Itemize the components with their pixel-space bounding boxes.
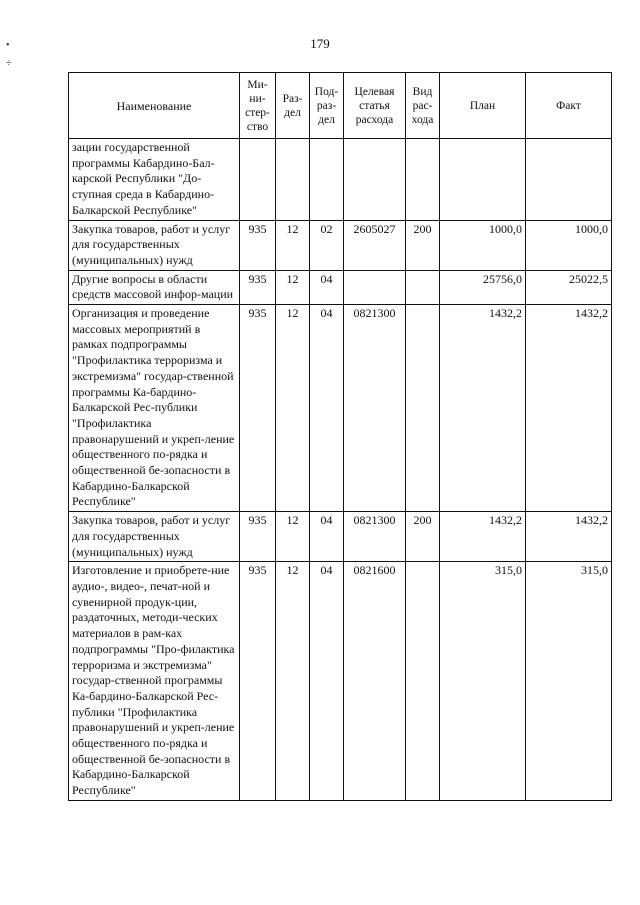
cell-fact: 315,0 (526, 562, 612, 801)
table-row (69, 139, 612, 221)
cell-subsection (310, 139, 344, 221)
table-row (69, 220, 612, 270)
cell-target (344, 139, 406, 221)
cell-ministry: 935 (240, 512, 276, 562)
cell-target: 0821300 (344, 305, 406, 512)
page-number: 179 (310, 36, 330, 51)
cell-section (276, 139, 310, 221)
cell-plan: 1432,2 (440, 512, 526, 562)
cell-type (406, 305, 440, 512)
cell-subsection: 04 (310, 512, 344, 562)
cell-subsection: 02 (310, 220, 344, 270)
cell-fact: 1000,0 (526, 220, 612, 270)
cell-type (406, 139, 440, 221)
header-section: Раз- дел (276, 73, 310, 139)
cell-ministry: 935 (240, 562, 276, 801)
header-ministry: Ми- ни- стер- ство (240, 73, 276, 139)
budget-table (68, 72, 612, 801)
cell-name: Изготовление и приобрете-ние аудио-, видео-, печат-ной и сувенирной продук-ции, раздаточных, методи-ческих материалов в рам-ках подпрограммы "Про-филактика терроризма и экстремизма" государ-ственной программы Ка-бардино-Балкарской Рес-публики "Профилактика правонарушений и укреп-ление общественного по-рядка и общественной бе-зопасности в Кабардино-Балкарской Республике" (69, 562, 240, 801)
cell-type (406, 270, 440, 304)
cell-plan: 25756,0 (440, 270, 526, 304)
cell-type: 200 (406, 220, 440, 270)
cell-subsection: 04 (310, 270, 344, 304)
cell-plan: 1432,2 (440, 305, 526, 512)
cell-name: Другие вопросы в области средств массовой инфор-мации (69, 270, 240, 304)
table-header-row (69, 73, 612, 139)
cell-name: Организация и проведение массовых мероприятий в рамках подпрограммы "Профилактика терроризма и экстремизма" государ-ственной программы Ка-бардино-Балкарской Рес-публики "Профилактика правонарушений и укреп-ление общественного по-рядка и общественной бе-зопасности в Кабардино-Балкарской Республике" (69, 305, 240, 512)
header-fact: Факт (526, 73, 612, 139)
cell-subsection: 04 (310, 305, 344, 512)
cell-section: 12 (276, 562, 310, 801)
cell-target (344, 270, 406, 304)
header-target: Целевая статья расхода (344, 73, 406, 139)
cell-type (406, 562, 440, 801)
cell-section: 12 (276, 305, 310, 512)
cell-fact: 1432,2 (526, 512, 612, 562)
cell-section: 12 (276, 220, 310, 270)
cell-ministry: 935 (240, 270, 276, 304)
cell-ministry: 935 (240, 220, 276, 270)
cell-section: 12 (276, 512, 310, 562)
cell-fact: 1432,2 (526, 305, 612, 512)
cell-ministry: 935 (240, 305, 276, 512)
header-type: Вид рас- хода (406, 73, 440, 139)
cell-ministry (240, 139, 276, 221)
cell-name: Закупка товаров, работ и услуг для государственных (муниципальных) нужд (69, 220, 240, 270)
cell-fact: 25022,5 (526, 270, 612, 304)
cell-target: 2605027 (344, 220, 406, 270)
cell-name: Закупка товаров, работ и услуг для государственных (муниципальных) нужд (69, 512, 240, 562)
table-row (69, 512, 612, 562)
header-subsection: Под- раз- дел (310, 73, 344, 139)
cell-section: 12 (276, 270, 310, 304)
table-row (69, 562, 612, 801)
cell-fact (526, 139, 612, 221)
cell-plan: 1000,0 (440, 220, 526, 270)
cell-subsection: 04 (310, 562, 344, 801)
table-row (69, 305, 612, 512)
margin-mark: • (6, 40, 10, 51)
header-name: Наименование (69, 73, 240, 139)
cell-target: 0821600 (344, 562, 406, 801)
header-plan: План (440, 73, 526, 139)
cell-plan (440, 139, 526, 221)
table-row (69, 270, 612, 304)
margin-mark: ÷ (6, 58, 12, 69)
cell-name: зации государственной программы Кабардино-Бал-карской Республики "До-ступная среда в Кабардино-Балкарской Республике" (69, 139, 240, 221)
cell-plan: 315,0 (440, 562, 526, 801)
cell-type: 200 (406, 512, 440, 562)
cell-target: 0821300 (344, 512, 406, 562)
